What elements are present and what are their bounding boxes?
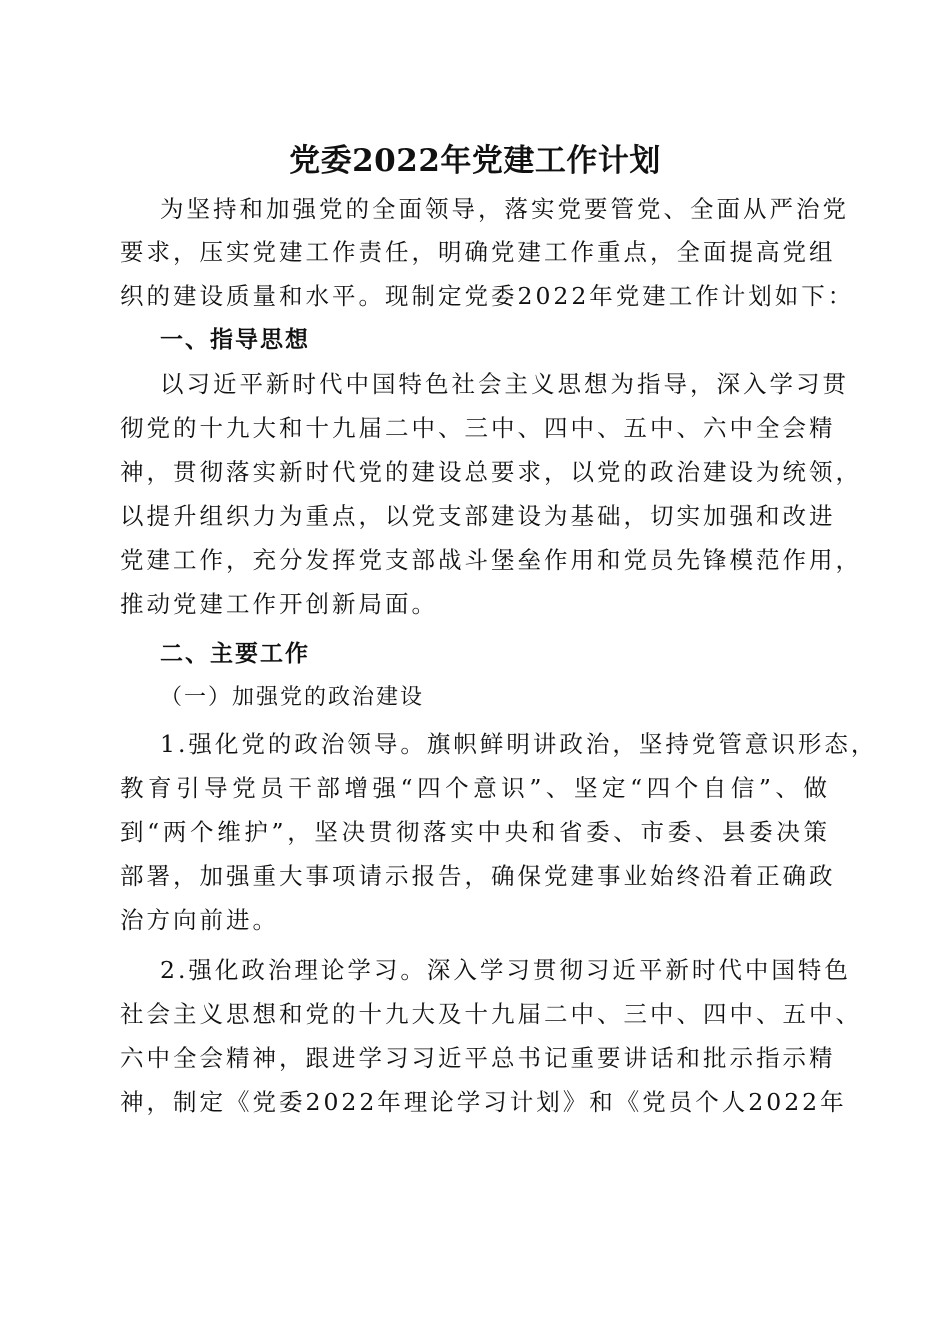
document-title: 党委2022年党建工作计划 bbox=[289, 143, 661, 179]
intro-line: 要求，压实党建工作责任，明确党建工作重点，全面提高党组 bbox=[120, 238, 836, 266]
paragraph-line: 社会主义思想和党的十九大及十九届二中、三中、四中、五中、 bbox=[120, 1000, 862, 1028]
paragraph-line: 教育引导党员干部增强“四个意识”、坚定“四个自信”、做 bbox=[120, 774, 830, 802]
subsection-heading-political-construction: （一）加强党的政治建设 bbox=[160, 685, 425, 710]
paragraph-line: 到“两个维护”，坚决贯彻落实中央和省委、市委、县委决策 bbox=[120, 818, 830, 846]
paragraph-line: 2.强化政治理论学习。深入学习贯彻习近平新时代中国特色 bbox=[160, 956, 851, 984]
paragraph-line: 以习近平新时代中国特色社会主义思想为指导，深入学习贯 bbox=[160, 370, 849, 398]
paragraph-line: 彻党的十九大和十九届二中、三中、四中、五中、六中全会精 bbox=[120, 414, 836, 442]
paragraph-line: 推动党建工作开创新局面。 bbox=[120, 590, 438, 618]
paragraph-line: 神，制定《党委2022年理论学习计划》和《党员个人2022年 bbox=[120, 1088, 847, 1116]
paragraph-line: 1.强化党的政治领导。旗帜鲜明讲政治，坚持党管意识形态， bbox=[160, 730, 878, 758]
paragraph-line: 神，贯彻落实新时代党的建设总要求，以党的政治建设为统领， bbox=[120, 458, 862, 486]
intro-line: 为坚持和加强党的全面领导，落实党要管党、全面从严治党 bbox=[160, 195, 849, 223]
section-heading-main-work: 二、主要工作 bbox=[160, 641, 310, 667]
paragraph-line: 以提升组织力为重点，以党支部建设为基础，切实加强和改进 bbox=[120, 502, 836, 530]
intro-line: 织的建设质量和水平。现制定党委2022年党建工作计划如下： bbox=[120, 282, 855, 310]
paragraph-line: 部署，加强重大事项请示报告，确保党建事业始终沿着正确政 bbox=[120, 862, 836, 890]
paragraph-line: 六中全会精神，跟进学习习近平总书记重要讲话和批示指示精 bbox=[120, 1044, 836, 1072]
paragraph-line: 党建工作，充分发挥党支部战斗堡垒作用和党员先锋模范作用， bbox=[120, 546, 862, 574]
section-heading-guiding-thought: 一、指导思想 bbox=[160, 327, 310, 353]
paragraph-line: 治方向前进。 bbox=[120, 906, 279, 934]
